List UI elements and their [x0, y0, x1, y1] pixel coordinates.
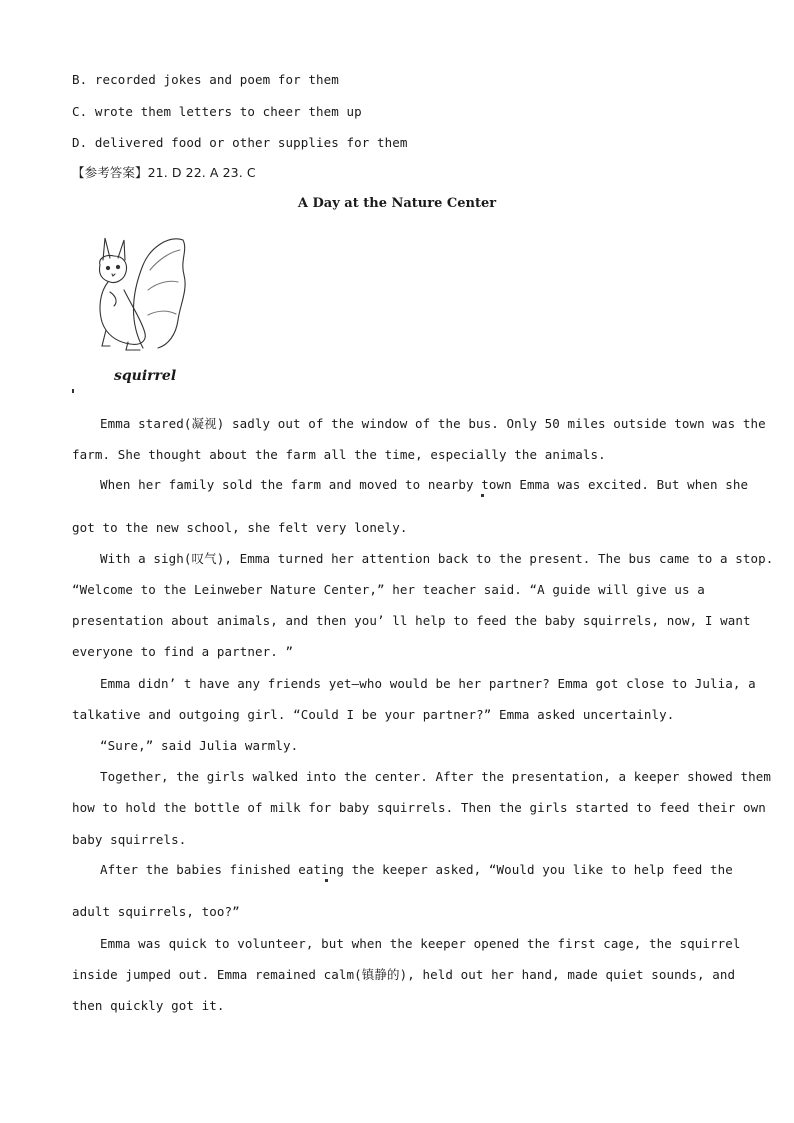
passage-line: farm. She thought about the farm all the time, especially the animals.: [72, 447, 606, 462]
answer-key: 【参考答案】21. D 22. A 23. C: [72, 165, 256, 180]
passage-title: A Day at the Nature Center: [297, 196, 497, 211]
passage-line: Emma was quick to volunteer, but when the keeper opened the first cage, the squirrel: [100, 936, 741, 951]
passage-line: got to the new school, she felt very lonely.: [72, 520, 408, 535]
passage-line: how to hold the bottle of milk for baby squirrels. Then the girls started to feed their own: [72, 800, 766, 815]
passage-line: Emma stared(凝视) sadly out of the window of the bus. Only 50 miles outside town was the: [100, 416, 766, 431]
squirrel-illustration: [88, 230, 198, 390]
squirrel-icon: [88, 230, 198, 360]
passage-line: With a sigh(叹气), Emma turned her attention back to the present. The bus came to a stop.: [100, 551, 774, 566]
stray-comma-mark: [481, 494, 484, 497]
stray-comma-mark: [325, 879, 328, 882]
passage-line: Emma didn’ t have any friends yet—who would be her partner? Emma got close to Julia, a: [100, 676, 756, 691]
passage-line: “Sure,” said Julia warmly.: [100, 738, 299, 753]
passage-line: adult squirrels, too?”: [72, 904, 240, 919]
passage-line: then quickly got it.: [72, 998, 225, 1013]
option-b: B. recorded jokes and poem for them: [72, 72, 339, 87]
figure-caption: squirrel: [114, 368, 177, 384]
passage-line: talkative and outgoing girl. “Could I be your partner?” Emma asked uncertainly.: [72, 707, 675, 722]
passage-line: baby squirrels.: [72, 832, 187, 847]
stray-mark: [72, 389, 74, 393]
option-d: D. delivered food or other supplies for them: [72, 135, 408, 150]
passage-line: presentation about animals, and then you’ ll help to feed the baby squirrels, now, I want: [72, 613, 751, 628]
passage-line: inside jumped out. Emma remained calm(镇静的), held out her hand, made quiet sounds, and: [72, 967, 736, 982]
passage-line: When her family sold the farm and moved to nearby town Emma was excited. But when she: [100, 477, 749, 492]
passage-line: Together, the girls walked into the center. After the presentation, a keeper showed them: [100, 769, 772, 784]
passage-line: “Welcome to the Leinweber Nature Center,” her teacher said. “A guide will give us a: [72, 582, 705, 597]
passage-line: everyone to find a partner. ”: [72, 644, 294, 659]
passage-line: After the babies finished eating the keeper asked, “Would you like to help feed the: [100, 862, 733, 877]
option-c: C. wrote them letters to cheer them up: [72, 104, 362, 119]
